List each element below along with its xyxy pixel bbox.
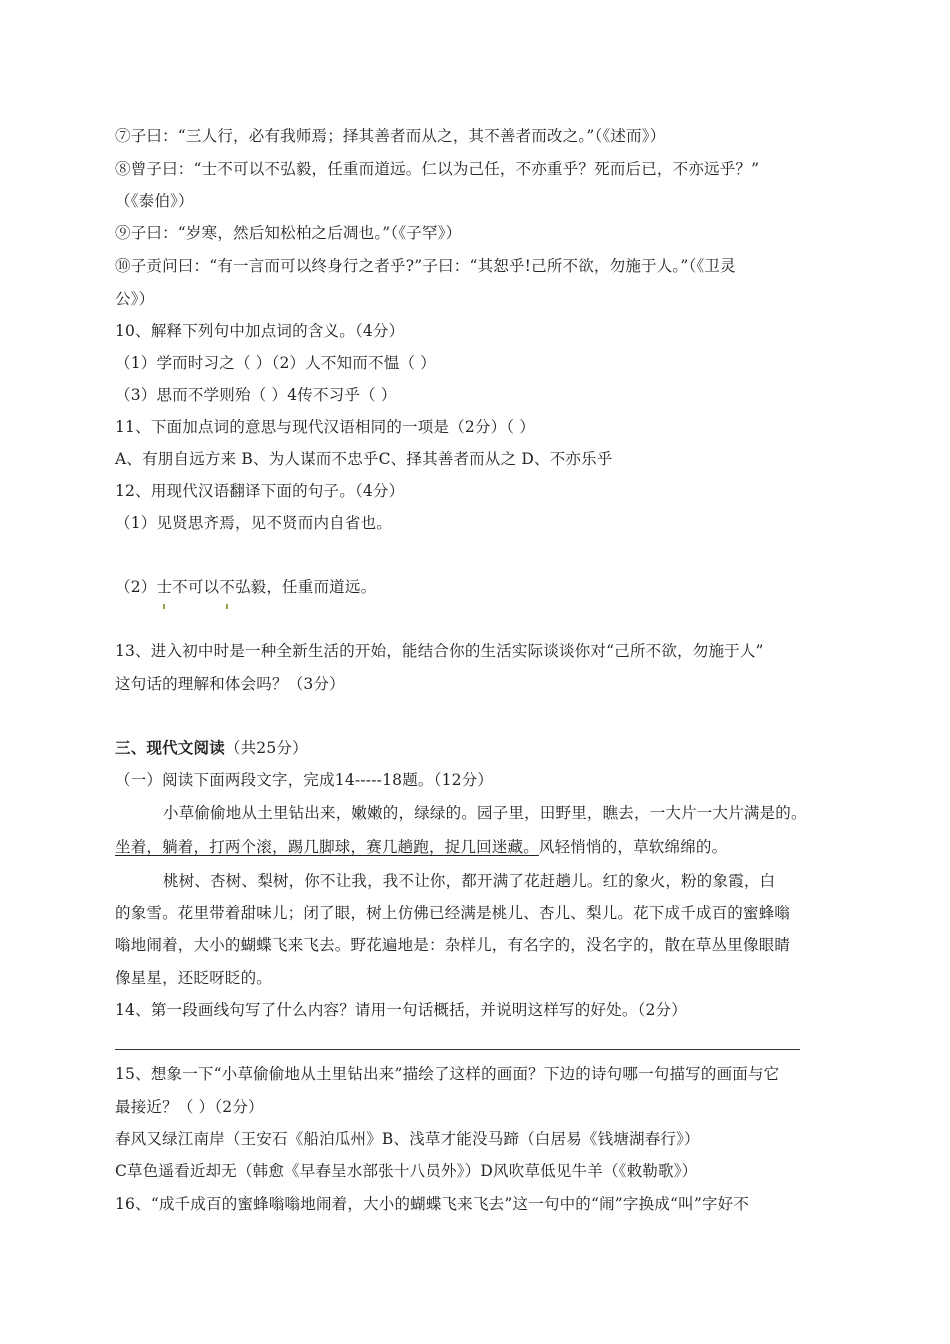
- text-line-q8a: ⑧曾子曰：“士不可以不弘毅，任重而道远。仁以为己任，不亦重乎？死而后已，不亦远乎？”: [115, 160, 760, 178]
- question-11: 11、下面加点词的意思与现代汉语相同的一项是（2分）（ ）: [115, 418, 536, 436]
- passage-para-2-line-4: 像星星，还眨呀眨的。: [115, 969, 273, 987]
- text-line-q10b: 公》）: [115, 290, 155, 308]
- passage-text: 风轻悄悄的，草软绵绵的。: [538, 838, 728, 856]
- question-12: 12、用现代汉语翻译下面的句子。（4分）: [115, 482, 405, 500]
- question-11-options: A、有朋自远方来 B、为人谋而不忠乎C、择其善者而从之 D、不亦乐乎: [115, 450, 613, 468]
- passage-para-1-line-1: 小草偷偷地从土里钻出来，嫩嫩的，绿绿的。园子里，田野里，瞧去，一大片一大片满是的。: [163, 804, 807, 822]
- part-1-instruction: （一）阅读下面两段文字，完成14-----18题。（12分）: [115, 771, 494, 789]
- section-3-score: （共25分）: [224, 739, 308, 757]
- text-line-q8b: （《泰伯》）: [115, 192, 194, 210]
- question-16: 16、“成千成百的蜜蜂嗡嗡地闹着，大小的蝴蝶飞来飞去”这一句中的“闹”字换成“叫”字好不: [115, 1195, 750, 1213]
- question-10: 10、解释下列句中加点词的含义。（4分）: [115, 322, 405, 340]
- question-10-items-2: （3）思而不学则殆（ ）4传不习乎（ ）: [115, 386, 397, 404]
- text-line-q7: ⑦子曰：“三人行，必有我师焉；择其善者而从之，其不善者而改之。”（《述而》）: [115, 127, 666, 145]
- question-12-item-1: （1）见贤思齐焉，见不贤而内自省也。: [115, 514, 392, 532]
- question-15: 15、想象一下“小草偷偷地从土里钻出来”描绘了这样的画面？下边的诗句哪一句描写的画面与它: [115, 1065, 780, 1083]
- emphasis-dot: [163, 604, 165, 609]
- section-3-heading: [115, 737, 855, 759]
- question-13: 13、进入初中时是一种全新生活的开始，能结合你的生活实际谈谈你对“己所不欲，勿施于人”: [115, 642, 764, 660]
- passage-para-2-line-2: 的象雪。花里带着甜味儿；闭了眼，树上仿佛已经满是桃儿、杏儿、梨儿。花下成千成百的蜜蜂嗡: [115, 904, 791, 922]
- underlined-sentence: 坐着，躺着，打两个滚，踢几脚球，赛几趟跑，捉几回迷藏。: [115, 838, 539, 856]
- passage-para-1-line-2: [115, 836, 855, 858]
- question-14: 14、第一段画线句写了什么内容？请用一句话概括，并说明这样写的好处。（2分）: [115, 1001, 687, 1019]
- question-15-options-1: 春风又绿江南岸（王安石《船泊瓜州》B、浅草才能没马蹄（白居易《钱塘湖春行》）: [115, 1130, 700, 1148]
- passage-para-2-line-3: 嗡地闹着，大小的蝴蝶飞来飞去。野花遍地是：杂样儿，有名字的，没名字的，散在草丛里像眼睛: [115, 936, 791, 954]
- text-line-q9: ⑨子曰：“岁寒，然后知松柏之后凋也。”（《子罕》）: [115, 224, 462, 242]
- question-15-options-2: C草色遥看近却无（韩愈《早春呈水部张十八员外》）D风吹草低见牛羊（《敕勒歌》）: [115, 1162, 698, 1180]
- answer-line: [115, 1049, 800, 1050]
- question-15-cont: 最接近？（ ）（2分）: [115, 1098, 264, 1116]
- passage-para-2-line-1: 桃树、杏树、梨树，你不让我，我不让你，都开满了花赶趟儿。红的象火，粉的象霞，白: [163, 872, 776, 890]
- emphasis-dot: [226, 604, 228, 609]
- question-13-cont: 这句话的理解和体会吗？（3分）: [115, 675, 345, 693]
- question-12-item-2: （2）士不可以不弘毅，任重而道远。: [115, 578, 377, 596]
- section-3-title: 三、现代文阅读: [115, 738, 225, 757]
- text-line-q10a: ⑩子贡问曰：“有一言而可以终身行之者乎?”子曰：“其恕乎!己所不欲，勿施于人。”（《卫灵: [115, 257, 736, 275]
- question-10-items-1: （1）学而时习之（ ）（2）人不知而不愠（ ）: [115, 354, 436, 372]
